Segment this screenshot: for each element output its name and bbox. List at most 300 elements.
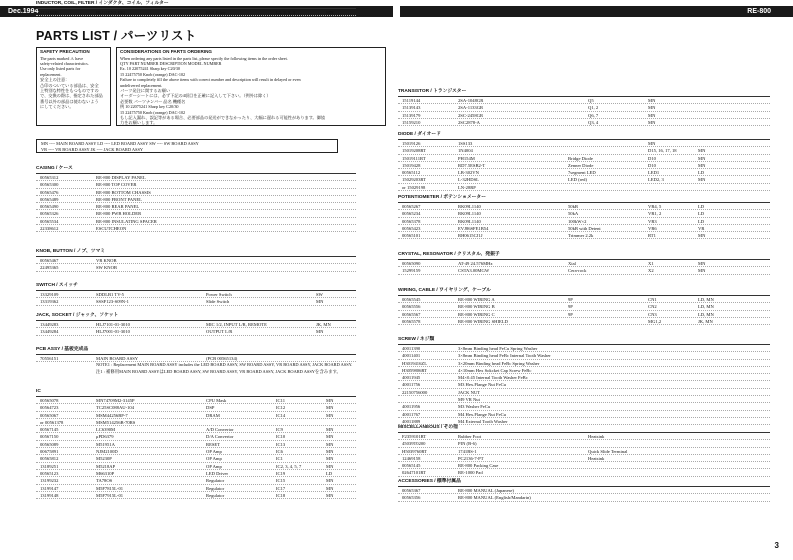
cell: RE-1000 Pad (458, 470, 483, 476)
cell: or 15029198 (402, 184, 426, 190)
table-row (36, 189, 356, 196)
cell: 7segment LED (568, 170, 596, 176)
ordering-line: 15 22475750 Knob (orange) DAC-102 (120, 109, 186, 115)
parts-section (36, 282, 356, 306)
cell: IC10 (276, 434, 286, 440)
cell: Zenner Diode (568, 162, 594, 168)
cell: 00565556 (402, 304, 421, 310)
cell: VR1, 2 (648, 211, 662, 217)
ordering-line: When ordering any parts listed in the parts list, please specify the following items in the order sheet. (120, 55, 288, 61)
cell: 40011767 (402, 411, 421, 417)
table-row (398, 97, 770, 104)
cell: M66310P (96, 470, 115, 476)
cell: MN (698, 268, 706, 274)
cell: LED Driver (206, 470, 229, 476)
cell: CPU Mask (206, 398, 227, 403)
cell: 40011956 (402, 404, 421, 410)
cell: 50kB with Detent (568, 225, 601, 231)
cell: 00565578 (402, 318, 421, 324)
cell: RT1 (648, 233, 656, 239)
table-row (398, 232, 770, 239)
section-heading: CASING / ケース (36, 165, 356, 174)
table-row (398, 403, 770, 410)
cell: RE-800 WIRING C (458, 311, 495, 317)
cell: MSM514256B-70RS (96, 419, 136, 425)
cell: μPD6379 (96, 434, 114, 440)
parts-section (398, 88, 770, 126)
cell: Heatsink (588, 455, 605, 461)
cell: 15299159 (402, 268, 421, 274)
cell: 3×8mm Binding head FeCu Spring Washer (458, 346, 538, 351)
table-row (398, 169, 770, 176)
ordering-line: Failure to completely fill the above items with correct number and description will result in delayed or even (120, 77, 301, 83)
table-row (398, 112, 770, 119)
cell: 15019208RT (402, 148, 426, 154)
cell: MN (326, 10, 334, 15)
cell: Regulator (206, 478, 225, 484)
cell: CN2 (648, 304, 657, 310)
page-title: PARTS LIST / パーツリスト (36, 29, 197, 43)
cell: RE-800 TOP COVER (96, 182, 137, 188)
cell: CSTA3.00MGW (458, 268, 490, 274)
cell: 00565326 (40, 211, 59, 217)
cell: MN (698, 148, 706, 154)
cell: LED2, 3 (648, 177, 664, 183)
cell: Q1, 2 (588, 105, 599, 111)
cell: OP Amp (206, 456, 222, 462)
cell: MN (316, 299, 324, 305)
cell: MAIN BOARD ASSY (96, 356, 139, 361)
table-row (398, 303, 770, 310)
cell: Regulator (206, 485, 225, 491)
table-row (36, 225, 356, 232)
cell: LED (red) (568, 177, 588, 183)
cell: RE-800 WIRING B (458, 304, 495, 310)
section-heading: CRYSTAL, RESONATOR / クリスタル、発振子 (398, 251, 770, 260)
cell: MN (326, 398, 334, 403)
section-heading: SWITCH / スイッチ (36, 282, 356, 291)
cell: RK09L1140 (458, 211, 481, 217)
cell: 15159210 (402, 119, 421, 125)
cell: NJM2100D (96, 449, 118, 455)
cell: SDDLB1 TV-5 (96, 292, 124, 297)
cell: L-32HDSL (458, 177, 479, 183)
table-row (398, 455, 770, 462)
parts-section (36, 312, 356, 336)
cell: 00565089 (40, 441, 59, 447)
cell: 13449283 (40, 322, 59, 327)
cell: LD, MN (698, 297, 714, 302)
safety-line: 上特別な特性をもつものですの (40, 88, 99, 94)
table-row (398, 433, 770, 440)
cell: M9 VR Nut (458, 397, 480, 403)
cell: H3019416ZL (402, 360, 428, 366)
cell: LD (326, 470, 333, 476)
table-row (398, 396, 770, 403)
cell: 2SC2878-A (458, 119, 480, 125)
cell: 00565567 (402, 311, 421, 317)
cell: HLJ7101-01-3010 (96, 322, 130, 327)
cell: IC14 (276, 412, 286, 418)
ordering-line: Ex. 10 22075241 Sharp key C20/30 (120, 66, 181, 72)
ordering-considerations-box (116, 47, 386, 126)
cell: 15119144 (402, 98, 421, 103)
cell: RE-800 FRONT PANEL (96, 196, 142, 202)
cell: 00565545 (402, 297, 421, 302)
cell: A/D Convertor (206, 427, 234, 433)
section-heading: WIRING, CABLE / ワイヤリング、ケーブル (398, 287, 770, 296)
cell: 40011401 (402, 353, 421, 359)
cell: RE-800 REAR PANEL (96, 204, 140, 210)
cell: 40011945 (402, 375, 421, 381)
table-row (398, 311, 770, 318)
cell: MN (698, 155, 706, 161)
cell: OUTPUT L/R (206, 329, 233, 335)
cell: JK, MN (316, 322, 331, 327)
safety-precaution-box (36, 47, 111, 126)
cell: LD, MN (698, 304, 714, 310)
cell: 00565356 (402, 495, 421, 501)
table-row (398, 469, 770, 476)
table-row (398, 176, 770, 183)
cell: 00565367 (402, 488, 421, 493)
section-note: NOTE1 : Replacement MAIN BOARD ASSY includes the LED BOARD ASSY, SW BOARD ASSY, VR BOARD ASSY, JACK BOARD ASSY. (96, 362, 353, 368)
cell: VR KNOB (96, 258, 117, 263)
cell: IC15 (276, 478, 286, 484)
parts-section (398, 131, 770, 191)
cell: Cera-rock (568, 268, 587, 274)
section-heading: KNOB, BUTTON / ノブ、ツマミ (36, 248, 356, 257)
table-row (36, 492, 356, 499)
safety-line: safety-related characteristics. (40, 61, 89, 66)
cell: 13199147 (40, 485, 59, 491)
cell: D/A Convertor (206, 434, 234, 440)
cell: PIN (B-6) (458, 441, 477, 447)
parts-section (36, 0, 356, 16)
table-row (398, 140, 770, 147)
cell: 50kA (568, 211, 579, 217)
cell: IC1 (276, 456, 283, 462)
cell: EMI Filter (206, 10, 226, 15)
table-row (36, 426, 356, 433)
cell: DSP (206, 405, 215, 411)
cell: LED1 (648, 170, 660, 176)
table-row (398, 381, 770, 388)
cell: 9P (568, 297, 573, 302)
cell: 00565123 (40, 470, 59, 476)
table-row (36, 470, 356, 477)
table-row (36, 412, 356, 419)
section-heading: MISCELLANEOUS / その他 (398, 424, 770, 433)
cell: MN (316, 329, 324, 335)
table-row (36, 264, 356, 271)
cell: 4×10mm Hex Sokcket Cap Screw FeBc (458, 367, 532, 373)
parts-section (36, 248, 356, 272)
cell: X2 (648, 268, 654, 274)
cell: 45039T0200 (402, 441, 426, 447)
cell: H5039760RT (402, 448, 427, 454)
cell: MN (698, 233, 706, 239)
table-row (398, 203, 770, 210)
table-row (36, 463, 356, 470)
cell: VR3 (648, 218, 657, 224)
cell: Slide Switch (206, 299, 230, 305)
cell: RE-800 INSULATING SPACER (96, 218, 157, 224)
parts-section (36, 388, 356, 499)
cell: 22150756000 (402, 389, 428, 395)
cell: VR (698, 225, 705, 231)
cell: L1, 2, 3, 4 (276, 10, 295, 15)
section-heading: DIODE / ダイオード (398, 131, 770, 140)
table-row (36, 419, 356, 426)
cell: D10 (648, 155, 656, 161)
cell: M4 Hex.Flange Nut FeCu (458, 411, 506, 417)
cell: LD, MN (698, 311, 714, 317)
ordering-line: 例 10 22075241 Sharp key C20/30 (120, 104, 179, 110)
table-row (398, 448, 770, 455)
cell: PH154M (458, 155, 475, 161)
cell: MN (648, 112, 656, 118)
cell: AT-49 24.576MHz (458, 261, 493, 266)
cell: RE-800 MANUAL (English/Mandarin) (458, 495, 531, 501)
cell: CN1 (648, 297, 657, 302)
table-row (36, 441, 356, 448)
cell: LD (698, 170, 705, 176)
cell: 13319362 (40, 299, 59, 305)
cell: MN (326, 427, 334, 433)
table-row (398, 162, 770, 169)
safety-text (40, 56, 107, 110)
cell: RD7.5ESB2-T (458, 162, 486, 168)
cell: 00565067 (40, 412, 59, 418)
section-heading: ACCESSORIES / 標準付属品 (398, 478, 770, 487)
table-row (398, 440, 770, 447)
table-row (398, 218, 770, 225)
cell: 13329109 (40, 292, 59, 297)
safety-line: ⚠印のついている部品は、安全 (40, 82, 99, 88)
cell: TC25SC088AU-104 (96, 405, 135, 411)
table-row (36, 291, 356, 298)
cell: H3059806RT (402, 367, 427, 373)
table-row (398, 296, 770, 303)
table-row (36, 448, 356, 455)
cell: 2SA-1133GR (458, 105, 484, 111)
table-row (36, 477, 356, 484)
cell: MN (648, 105, 656, 111)
table-row (36, 257, 356, 264)
cell: 00675891 (40, 449, 59, 455)
cell: 02647101RT (402, 470, 426, 476)
table-row (36, 203, 356, 210)
cell: 9P (568, 304, 573, 310)
cell: 13449284 (40, 329, 59, 335)
table-row (36, 397, 356, 404)
cell: 00565423 (402, 225, 421, 231)
cell: MN (648, 141, 656, 146)
header-date: Dec.1994 (8, 8, 39, 15)
cell: JK, MN (698, 318, 713, 324)
cell: VR4, 5 (648, 204, 662, 209)
section-heading: JACK, SOCKET / ジャック、ソケット (36, 312, 356, 321)
table-row (398, 367, 770, 374)
cell: PC2136-7-PT (458, 455, 484, 461)
cell: 00567150 (40, 434, 59, 440)
cell: 15029203RT (402, 177, 426, 183)
cell: CN3 (648, 311, 657, 317)
cell: RE-800 WIRING A (458, 297, 495, 302)
table-row (398, 374, 770, 381)
cell: 2SA-1048GR (458, 98, 484, 103)
table-row (398, 318, 770, 325)
cell: OP Amp (206, 449, 222, 455)
table-row (398, 462, 770, 469)
cell: MN (698, 162, 706, 168)
table-row (36, 196, 356, 203)
cell: or 00561378 (40, 419, 64, 425)
cell: Q3, 4 (588, 119, 599, 125)
cell: Bridge Diode (568, 155, 593, 161)
parts-section (36, 165, 356, 232)
table-row (398, 411, 770, 418)
cell: M51951A (96, 441, 115, 447)
cell: RE-800 PWB HOLDER (96, 211, 142, 217)
ordering-line: 15 22475750 Knob (orange) DAC-102 (120, 71, 186, 77)
cell: 00565234 (402, 211, 421, 217)
parts-section (398, 336, 770, 425)
cell: JACK NUT (458, 389, 481, 395)
table-row (398, 155, 770, 162)
cell: SSSF123-S09N-1 (96, 299, 129, 305)
cell: Q5 (588, 98, 594, 103)
cell: DRAM (206, 412, 220, 418)
cell: 00565489 (40, 196, 59, 202)
cell: MSM44256BP-7 (96, 412, 128, 418)
table-row (36, 321, 356, 328)
cell: Power Switch (206, 292, 232, 297)
cell: 00565476 (40, 189, 59, 195)
cell: IC9 (276, 427, 283, 433)
cell: RE-800 WIRING SHIELD (458, 318, 508, 324)
safety-heading: SAFETY PRECAUTION (40, 49, 90, 54)
section-note: 注1 : 補修用MAIN BOARD ASSYはLED BOARD ASSY, SW BOARD ASSY, VR BOARD ASSY, JACK BOARD ASSYを含みます。 (96, 369, 341, 375)
cell: 13199148 (40, 492, 59, 498)
cell: Regulator (206, 492, 225, 498)
cell: RK09L1140 (458, 218, 481, 224)
ordering-line: オーダーシートには、必ず下記の4項目を正確に記入して下さい。（例外は除く） (120, 93, 271, 99)
cell: M3 Hex.Flange Nut FeCu (458, 382, 506, 388)
table-row (36, 9, 356, 16)
cell: MN (326, 456, 334, 462)
cell: 00565145 (402, 463, 421, 469)
table-row (398, 352, 770, 359)
cell: 1741BS-1 (458, 448, 477, 454)
cell: IC2, 3, 4, 5, 7 (276, 463, 302, 469)
legend-line-1: MN ---- MAIN BOARD ASSY LD ---- LED BOARD ASSY SW ---- SW BOARD ASSY (41, 141, 199, 146)
table-row (398, 104, 770, 111)
cell: 1SS133 (458, 141, 473, 146)
cell: RE-800 MANUAL (Japanese) (458, 488, 514, 493)
cell: LC6390M (96, 427, 116, 433)
cell: Xtal (568, 261, 576, 266)
cell: 00565078 (40, 398, 59, 403)
table-row (398, 267, 770, 274)
cell: LD (698, 204, 705, 209)
cell: 00565534 (40, 218, 59, 224)
cell: RE-800 DISPLAY PANEL (96, 175, 146, 180)
cell: 40011390 (402, 346, 421, 351)
section-heading: SCREW / ネジ類 (398, 336, 770, 345)
cell: TA78OS (96, 478, 113, 484)
cell: IC19 (276, 470, 286, 476)
cell: 1N4004 (458, 148, 473, 154)
cell: MN (648, 119, 656, 125)
cell: 00565812 (40, 456, 59, 462)
cell: MN (326, 434, 334, 440)
cell: MN (326, 492, 334, 498)
cell: 00565312 (40, 175, 59, 180)
page-number: 3 (774, 541, 779, 550)
cell: M4 External Tooth Washer (458, 418, 508, 424)
cell: 2SC-2458GR (458, 112, 484, 118)
section-heading: IC (36, 388, 356, 397)
cell: 00565090 (402, 261, 421, 266)
table-row (398, 487, 770, 494)
table-row (398, 210, 770, 217)
ordering-heading: CONSIDERATIONS ON PARTS ORDERING (120, 49, 212, 54)
section-heading: PCB ASSY / 基板完成品 (36, 346, 356, 355)
cell: 00565300 (40, 182, 59, 188)
ordering-line: パーツ発注に関するお願い (120, 88, 171, 94)
table-row (398, 119, 770, 126)
parts-section (398, 287, 770, 325)
cell: BLO2RN3-R62 (96, 10, 126, 15)
cell: ESCUTCHEON (96, 226, 127, 232)
cell: Q6, 7 (588, 112, 599, 118)
cell: MIC 1/2, INPUT L/R, REMOTE (206, 322, 267, 327)
cell: SW KNOB (96, 265, 117, 271)
table-row (398, 494, 770, 501)
cell: 3×20mm Binding head FeBc Spring Washer (458, 360, 540, 366)
table-row (36, 174, 356, 181)
cell: RK09L1140 (458, 204, 481, 209)
cell: D15, 16, 17, 18 (648, 148, 677, 154)
ordering-line: 力をお願いします。 (120, 120, 158, 126)
safety-line: 安全上の注意： (40, 77, 70, 83)
cell: D10 (648, 162, 656, 168)
parts-section (398, 478, 770, 502)
cell: MN (326, 441, 334, 447)
cell: 70556151 (40, 356, 59, 361)
cell: (PCB 00565134) (206, 356, 238, 361)
table-row (36, 298, 356, 305)
cell: LN-28RP (458, 184, 476, 190)
table-row (36, 328, 356, 335)
parts-section (36, 346, 356, 376)
cell: MN (326, 449, 334, 455)
parts-section (398, 194, 770, 239)
ordering-text (120, 56, 382, 126)
cell: IC11 (276, 398, 286, 403)
cell: SW (316, 292, 323, 297)
cell: 15019111RT (402, 155, 426, 161)
cell: MN (648, 98, 656, 103)
cell: RH0615CJ1J (458, 233, 483, 239)
legend-line-2: VR ---- VR BOARD ASSY JK ---- JACK BOARD ASSY (41, 146, 144, 152)
cell: MN (698, 261, 706, 266)
cell: 15139143 (402, 105, 421, 111)
table-row (36, 218, 356, 225)
table-row (398, 225, 770, 232)
